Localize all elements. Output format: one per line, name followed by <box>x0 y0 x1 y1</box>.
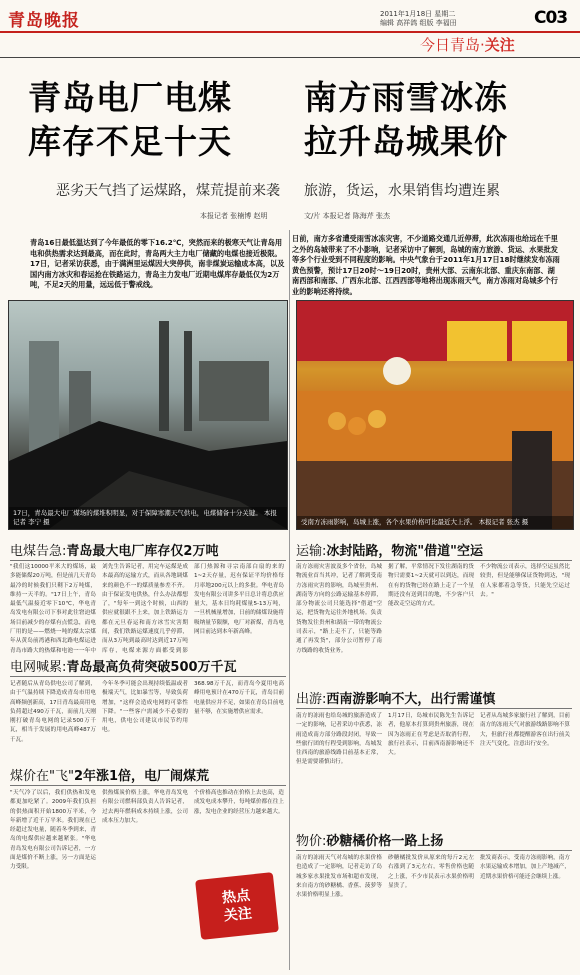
section-rule <box>0 57 580 58</box>
right-section1-label: 运输 <box>296 544 323 559</box>
right-section2-rule <box>296 708 572 709</box>
right-section2-heading: 出游:西南游影响不大，出行需谨慎 <box>296 692 496 707</box>
left-section2-title: 青岛最高负荷突破500万千瓦 <box>66 660 237 675</box>
right-section1-col1: 南方冻雨灾害波及多个省份，岛城物流业首当其冲，记者了解到受南方冻雨灾害的影响，岛城至贵州、湖南等方向的公路运输基本停滞，部分物流公司只能选择"借道"空运，把货物先运往外地机场。负责货物发往贵州和湖南一带的物流公司表示，"路上走不了，只能等路通了再发货"，部分公司暂停了南方线路的收货业务。 <box>296 564 382 654</box>
right-photo-credit: 本报记者 张杰 摄 <box>478 518 529 526</box>
date: 2011年1月18日 星期二 <box>380 10 456 18</box>
badge-line1: 热点 <box>221 887 251 907</box>
dateline <box>380 10 520 28</box>
left-section2-heading: 电网喊累:青岛最高负荷突破500万千瓦 <box>10 660 237 675</box>
left-section3-col1: "天气冷了以后，我们供热和发电都更加吃紧了。2009年我们负担的供热面积开始1800万平米，今年新增了近千万平米。我们现在已经超过发电量，随着冬季到来，青岛的电煤供应越来越紧张。"华电青岛发电有限公司告诉记者，一方面是煤价不断上涨，另一方面是运力受限。 <box>10 790 96 871</box>
fruit-market-illustration <box>297 301 573 529</box>
right-section1-col2: 据了解，平常情况下发往湖南的货物只需要1~2天就可以到达，而现在有的货物已经在路上走了一个星期还没有送到目的地，不少客户只能改走空运的方式。 <box>388 564 474 608</box>
section-name: 今日青岛 <box>420 36 481 54</box>
left-section3-col3: 个价格高也推动在价格上去也高，造成发电成本攀升，每吨煤价都在往上涨，发电企业的经营压力越来越大。 <box>194 790 284 815</box>
left-byline: 本报记者 张楠博 赵明 <box>200 212 268 220</box>
left-intro: 青岛16日最低温达到了今年最低的零下16.2℃，突然而来的极寒天气让青岛用电和供热需求达到最高，而在此时，青岛两大主力电厂储藏的电煤也接近极限。17日，记者采访获悉，由于满洲里运煤因大突停供，南非煤炭运输成本高，以及国内南方冰灾和春运抢在铁路运力，青岛主力发电厂近期电煤库存最低仅为2万吨，不足2天的用量，远远低于警戒线。 <box>30 238 285 289</box>
left-section2-col2: 今年冬季可能会出现持续低温或者极端天气，比如暴雪等，导致负荷增加，"这样会造成电网的可靠性下降。"一些客户需减少不必要的用电，供电公司建议市民节约用电。 <box>102 681 188 734</box>
left-section2-rule <box>10 676 286 677</box>
left-section3-label: 煤价在"飞" <box>10 769 74 784</box>
left-section3-title: 2年涨1倍，电厂闹煤荒 <box>73 769 210 784</box>
left-section3-heading <box>10 765 209 784</box>
section-tag: 关注 <box>484 36 515 54</box>
right-headline <box>304 76 508 164</box>
left-section3-col2: 供热煤炭价格上涨，华电青岛发电有限公司燃料部负责人告诉记者，过去两年燃料成本持续上涨，公司成本压力加大。 <box>102 790 188 824</box>
masthead: 青岛晚报 <box>8 11 80 31</box>
right-intro: 日前，南方多省遭受雨雪冰冻灾害，不少道路交通几近停滞，此次冻雨也给远在千里之外的岛城带来了不小影响，记者采访中了解到，岛城的南方旅游、货运、水果批发等多个行业受到不同程度的影响。中央气象台于2011年1月17日18时继续发布冻雨黄色预警，预计17日20时～19日20时，贵州大部、云南东北部、重庆东南部、湖南西部和南部、广西东北部、江西西部等地将出现冻雨天气，南方冻雨对岛城多个行业的影响还将持续。 <box>292 234 560 296</box>
left-headline <box>28 76 232 164</box>
left-section2-col1: 记者随后从青岛供电公司了解到，由于气温持续下降造成青岛市用电高峰频创新高，17日青岛最高用电负荷超过490万千瓦，而前几天刚刚打破青岛电网的记录500万千瓦，相当于发展的用电高峰487万千瓦。 <box>10 681 96 743</box>
right-photo-caption <box>297 516 573 529</box>
left-subheadline: 恶劣天气挡了运煤路，煤荒提前来袭 <box>56 183 280 199</box>
right-section3-col1: 南方的冻雨天气对岛城的水果价格也造成了一定影响，记者走访了岛城多家水果批发市场和超市发现，来自南方的砂糖橘、香蕉、菠萝等水果价格明显上涨。 <box>296 855 382 899</box>
right-photo-caption-text: 受南方冻雨影响，岛城上涨，各个水果价格可比最近大上浮。 <box>301 518 477 526</box>
right-subheadline: 旅游，货运，水果销售均遭连累 <box>304 183 500 199</box>
badge-line2: 关注 <box>223 905 253 925</box>
left-section2-label: 电网喊累 <box>10 660 63 675</box>
right-byline: 文/片 本报记者 陈海芹 张杰 <box>304 212 391 220</box>
right-section1-title: 冰封陆路，物流"借道"空运 <box>326 544 483 559</box>
right-photo-fruit-market <box>296 300 574 530</box>
left-section1-col2: 刘先生告诉记者，用完车运煤是成本最高的运输方式，而从各地调煤来的颜色不一的煤质量参差不齐。由于保证发电供热，什么办法都想了，"每年一到这个时候，山西的供应就很跟不上来，加上铁路运力都在元旦春运和南方冰雪灾害期间，我们铁路运煤速度几乎停滞，而从3万吨到最高时达到近17万吨库存，电煤来源方面都受到影 <box>102 564 188 653</box>
hot-topic-badge <box>195 872 279 940</box>
right-section1-rule <box>296 560 572 561</box>
right-section3-col3: 批发商表示，受南方冻雨影响，南方水果运输成本增加，加上产地减产，近期水果价格可能还会继续上涨。 <box>480 855 570 880</box>
left-photo-caption-text: 17日，青岛最大电厂煤场的煤堆积明显，对于保障寒潮天气供电，电煤储备十分关键。 <box>13 509 262 517</box>
right-section3-label: 物价 <box>296 834 323 849</box>
left-photo-coal-yard <box>8 300 288 530</box>
left-headline-line2: 库存不足十天 <box>28 122 232 161</box>
left-section1-rule <box>10 560 286 561</box>
left-section1-heading: 电煤告急:青岛最大电厂库存仅2万吨 <box>10 544 219 559</box>
left-section1-title: 青岛最大电厂库存仅2万吨 <box>66 544 219 559</box>
left-section1-col1: "我们这10000平米大的煤场，最多能储煤20万吨，但是前几天青岛最冷的时候我们只剩下2万吨煤，维持一天半的。"17日上午，青岛最低气温接近零下10℃，华电青岛发电有限公司下事对此往窘迫煤场目前减少的存煤有点慌急，而电厂用的是——燃烧一吨的煤太宗煤年从黄岛前湾港和西北路电煤运进青岛市路大的热煤和电池一一年中 <box>10 564 96 653</box>
right-section3-title: 砂糖橘价格一路上扬 <box>326 834 444 849</box>
right-section3-rule <box>296 850 572 851</box>
right-section2-col1: 南方的冻雨也给岛城的旅游造成了一定的影响，记者采访中获悉，冻雨造成南方部分路段封闭，导致一些旅行团的行程受到影响，岛城发往西南的旅游线路目前基本正常，但是需要谨慎出行。 <box>296 713 382 766</box>
left-section2-col3: 368.98万千瓦，而青岛今夏用电高峰用电预计在470万千瓦，青岛目前电量供应并不足，如果在青岛目前电量不够，在实施增供应需求。 <box>194 681 284 715</box>
right-section3-col2: 砂糖橘批发价从原来的每斤2元左右涨到了3元左右，零售价格也随之上涨，不少市民表示水果价格明显贵了。 <box>388 855 474 889</box>
right-headline-line1: 南方雨雪冰冻 <box>304 78 508 117</box>
right-section2-title: 西南游影响不大，出行需谨慎 <box>326 692 496 707</box>
left-photo-caption <box>9 507 287 529</box>
right-section2-col2: 1月17日，岛城市民陈先生告诉记者，他原本打算到贵州旅游，现在因为冻雨正在考虑是否取消行程，旅行社表示，目前西南游影响还不大。 <box>388 713 474 757</box>
header-rule <box>0 31 580 33</box>
right-section3-heading: 物价:砂糖橘价格一路上扬 <box>296 834 444 849</box>
page-number: C03 <box>534 8 568 28</box>
right-section2-col3: 记者从岛城多家旅行社了解到，目前南方的冻雨天气对旅游线路影响不算大，但旅行社都提醒游客在出行前关注天气变化，注意出行安全。 <box>480 713 570 747</box>
section-title: 今日青岛·关注 <box>420 36 515 54</box>
left-headline-line1: 青岛电厂电煤 <box>28 78 232 117</box>
left-section1-label: 电煤告急 <box>10 544 63 559</box>
right-section2-label: 出游 <box>296 692 323 707</box>
right-section1-heading: 运输:冰封陆路，物流"借道"空运 <box>296 544 483 559</box>
left-photo-credit: 本报记者 李宁 摄 <box>13 509 277 526</box>
left-section1-col3: 部门热源和寻宗南部白扇的来的1~2天存量，迟有保证平均价格每月率地200元以上的多批。华电青岛发电有限公司讲多平日总计将总供应量大，基本日均耗煤量5-13万吨，一旦机械量增加，日前的储煤设施将吸纳量节限额，电厂对新煤，青岛电网目前达到本年新高峰。 <box>194 564 284 636</box>
editors: 编辑 高祥鸽 组版 李福田 <box>380 19 457 27</box>
right-headline-line2: 拉升岛城果价 <box>304 122 508 161</box>
column-divider <box>289 230 290 970</box>
left-section3-rule <box>10 785 286 786</box>
coal-yard-illustration <box>9 301 287 529</box>
right-section1-col3: 不少物流公司表示，选择空运虽然比较贵，但是能够保证货物到达，"现在人家都着急等货，只能先空运过去。" <box>480 564 570 598</box>
